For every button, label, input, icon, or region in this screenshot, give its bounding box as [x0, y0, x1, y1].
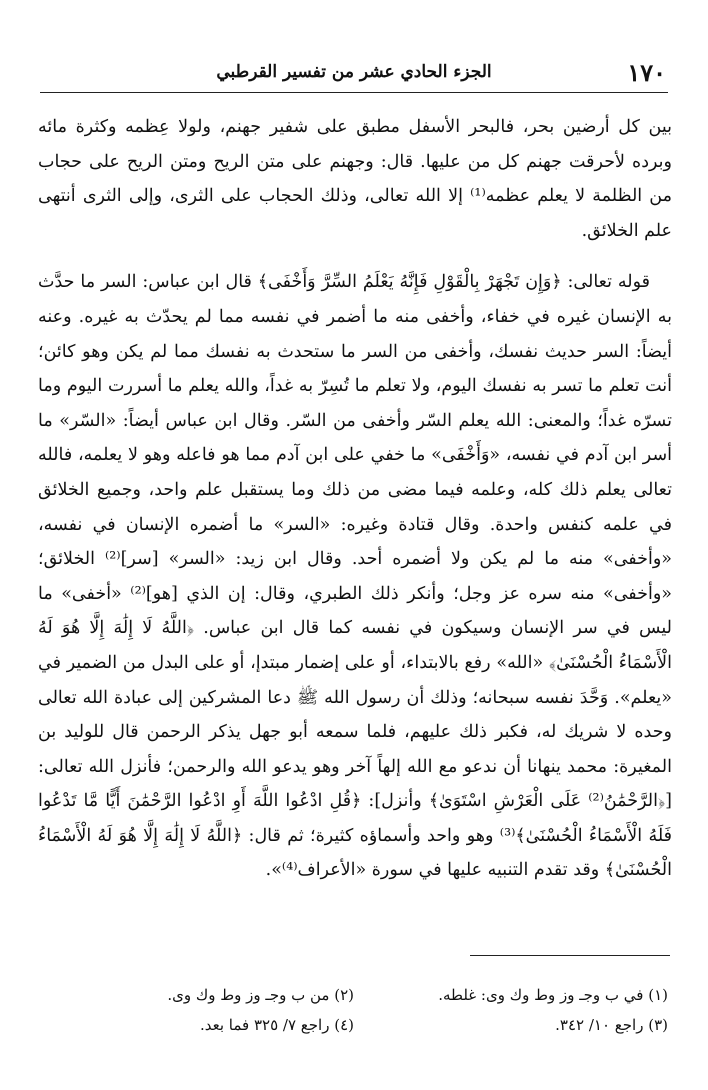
paragraph-1: بين كل أرضين بحر، فالبحر الأسفل مطبق على شفير جهنم، ولولا عِظمه وكثرة مائه وبرده لأحرقت جهنم كل من عليها. قال: وجهنم على متن الريح ومتن الريح على حجاب من الظلمة لا يعلم عظمه⁽¹⁾ إلا الله تعالى، وذلك الحجاب على الثرى، وإلى الثرى أنتهى علم الخلائق.	[38, 117, 673, 241]
page-header	[40, 56, 668, 93]
footnote-4: (٤) راجع ٧/ ٣٢٥ فما بعد.	[199, 1016, 354, 1034]
page-number: ١٧٠	[627, 58, 666, 87]
paragraph-2: قوله تعالى: ﴿وَإِن تَجْهَرْ بِالْقَوْلِ فَإِنَّهُ يَعْلَمُ السِّرَّ وَأَخْفَى﴾ قال ابن عباس: السر ما حدَّث به الإنسان غيره في خفاء، وأخفى منه ما أضمر في نفسه مما لم يحدّث به غيره. وعنه أيضاً: السر حديث نفسك، وأخفى من السر ما ستحدث به نفسك مما لم يكن وهو كائن؛ أنت تعلم ما تسر به نفسك اليوم، ولا تعلم ما تُسِرّ به غداً، والله يعلم ما أسررت اليوم وما تسرّه غداً؛ والمعنى: الله يعلم السّر وأخفى من السّر. وقال ابن عباس أيضاً: «السّر» ما أسر ابن آدم في نفسه، «وَأَخْفَى» ما خفي على ابن آدم مما هو فاعله وهو لا يعلمه، فالله تعالى يعلم ذلك كله، وعلمه فيما مضى من ذلك وما يستقبل علم واحد، وجميع الخلائق في علمه كنفس واحدة. وقال قتادة وغيره: «السر» ما أضمره الإنسان في نفسه، «وأخفى» منه ما لم يكن ولا أضمره أحد. وقال ابن زيد: «السر» [سر]⁽²⁾ الخلائق؛ «وأخفى» منه سره عز وجل؛ وأنكر ذلك الطبري، وقال: إن الذي [هو]⁽²⁾ «أخفى» ما ليس في سر الإنسان وسيكون في نفسه كما قال ابن عباس. ﴿اللَّهُ لَا إِلَٰهَ إِلَّا هُوَ لَهُ الْأَسْمَاءُ الْحُسْنَىٰ﴾ «الله» رفع بالابتداء، أو على إضمار مبتدإ، أو على البدل من الضمير في «يعلم». وَحَّدَ نفسه سبحانه؛ وذلك أن رسول الله ﷺ دعا المشركين إلى عبادة الله تعالى وحده لا شريك له، فكبر ذلك عليهم، فلما سمعه أبو جهل يذكر الرحمن قال للوليد بن المغيرة: محمد ينهانا أن ندعو مع الله إلهاً آخر وهو يدعو الله والرحمن؛ فأنزل الله تعالى: [﴿الرَّحْمَٰنُ⁽²⁾ عَلَى الْعَرْشِ اسْتَوَىٰ﴾ وأنزل]: ﴿قُلِ ادْعُوا اللَّهَ أَوِ ادْعُوا الرَّحْمَٰنَ أَيًّا مَّا تَدْعُوا فَلَهُ الْأَسْمَاءُ الْحُسْنَىٰ﴾⁽³⁾ وهو واحد وأسماؤه كثيرة؛ ثم قال: ﴿اللَّهُ لَا إِلَٰهَ إِلَّا هُوَ لَهُ الْأَسْمَاءُ الْحُسْنَىٰ﴾ وقد تقدم التنبيه عليها في سورة «الأعراف⁽⁴⁾».	[38, 272, 672, 881]
footnote-2: (٢) من ب وجـ وز وط وك وى.	[167, 986, 354, 1004]
running-title: الجزء الحادي عشر من تفسير القرطبي	[216, 62, 492, 82]
footnotes	[40, 980, 668, 1040]
footnote-divider	[470, 955, 670, 956]
footnote-row	[40, 980, 668, 1010]
footnote-3: (٣) راجع ١٠/ ٣٤٢.	[555, 1016, 668, 1034]
footnote-1: (١) في ب وجـ وز وط وك وى: غلطه.	[438, 986, 668, 1004]
footnote-row	[40, 1010, 668, 1040]
body-text	[38, 110, 672, 888]
